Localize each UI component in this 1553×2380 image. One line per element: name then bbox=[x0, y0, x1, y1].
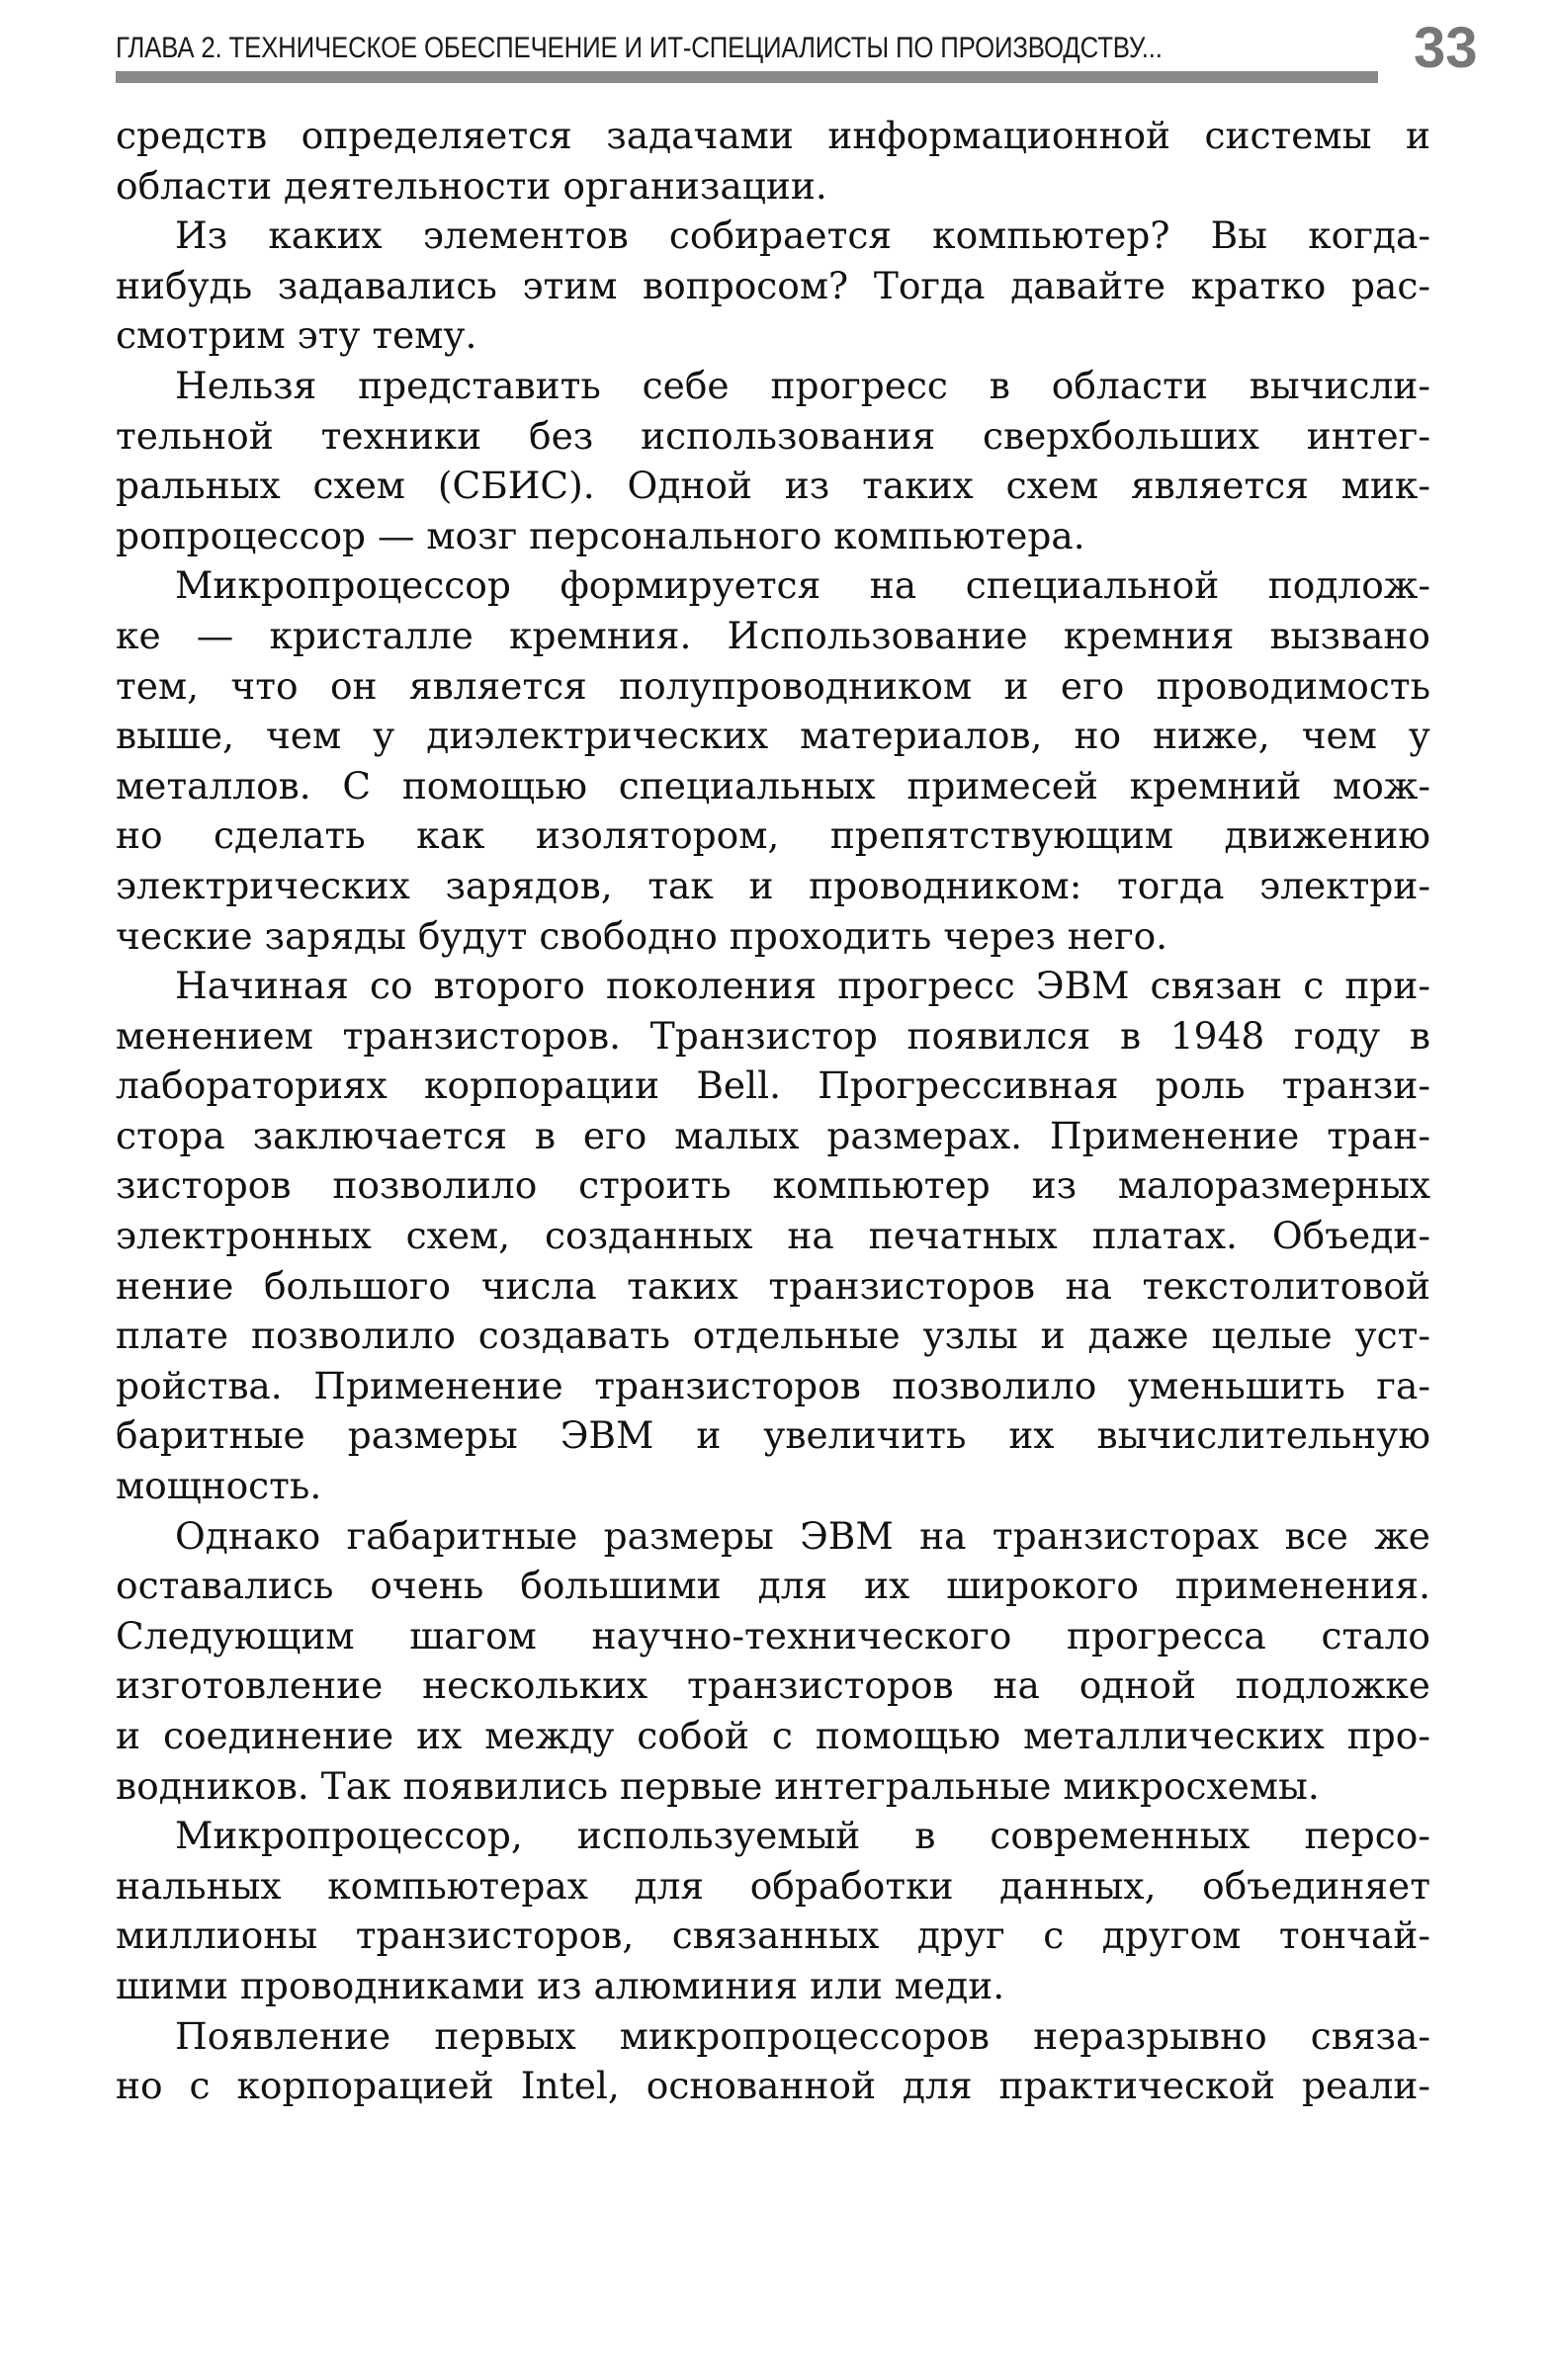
text-line: тельной техники без использования сверхбольших интег- bbox=[116, 413, 1430, 458]
text-line: ральных схем (СБИС). Одной из таких схем является мик- bbox=[116, 464, 1430, 508]
text-line: Нельзя представить себе прогресс в области вычисли- bbox=[175, 363, 1430, 407]
text-line: миллионы транзисторов, связанных друг с другом тончай- bbox=[116, 1913, 1430, 1958]
text-line: электронных схем, созданных на печатных платах. Объеди- bbox=[116, 1214, 1430, 1258]
text-line: Микропроцессор, используемый в современных персо- bbox=[175, 1814, 1430, 1858]
text-line: металлов. С помощью специальных примесей кремний мож- bbox=[116, 763, 1430, 808]
text-line: тем, что он является полупроводником и его проводимость bbox=[116, 663, 1430, 708]
text-line: но с корпорацией Intel, основанной для практической реали- bbox=[116, 2064, 1430, 2108]
text-line: нение большого числа таких транзисторов на текстолитовой bbox=[116, 1263, 1430, 1308]
running-title: ГЛАВА 2. ТЕХНИЧЕСКОЕ ОБЕСПЕЧЕНИЕ И ИТ-СПЕЦИАЛИСТЫ ПО ПРОИЗВОДСТВУ... bbox=[116, 32, 1163, 64]
text-line: Начиная со второго поколения прогресс ЭВМ связан с при- bbox=[175, 964, 1430, 1008]
text-line: оставались очень большими для их широкого применения. bbox=[116, 1564, 1430, 1608]
text-line: ческие заряды будут свободно проходить через него. bbox=[116, 913, 1168, 958]
paragraph bbox=[116, 560, 1430, 961]
header-rule bbox=[116, 71, 1378, 83]
text-line: лабораториях корпорации Bell. Прогрессивная роль транзи- bbox=[116, 1063, 1430, 1108]
text-line: менением транзисторов. Транзистор появился в 1948 году в bbox=[116, 1013, 1430, 1058]
text-line: ройства. Применение транзисторов позволило уменьшить га- bbox=[116, 1363, 1430, 1407]
text-line: изготовление нескольких транзисторов на одной подложке bbox=[116, 1663, 1430, 1708]
text-line: ропроцессор — мозг персонального компьютера. bbox=[116, 513, 1085, 557]
text-line: но сделать как изолятором, препятствующим движению bbox=[116, 813, 1430, 858]
text-line: Однако габаритные размеры ЭВМ на транзисторах все же bbox=[175, 1513, 1430, 1558]
body-text bbox=[116, 111, 1430, 2111]
text-line: области деятельности организации. bbox=[116, 163, 827, 208]
text-line: зисторов позволило строить компьютер из малоразмерных bbox=[116, 1163, 1430, 1208]
paragraph bbox=[116, 961, 1430, 1511]
text-line: электрических зарядов, так и проводником: тогда электри- bbox=[116, 863, 1430, 907]
paragraph bbox=[116, 111, 1430, 211]
text-line: Следующим шагом научно-технического прогресса стало bbox=[116, 1613, 1430, 1658]
text-line: шими проводниками из алюминия или меди. bbox=[116, 1963, 1005, 2007]
text-line: плате позволило создавать отдельные узлы и даже целые уст- bbox=[116, 1314, 1430, 1358]
text-line: смотрим эту тему. bbox=[116, 313, 477, 358]
text-line: средств определяется задачами информационной системы и bbox=[116, 114, 1430, 157]
text-line: и соединение их между собой с помощью металлических про- bbox=[116, 1714, 1430, 1757]
text-line: нальных компьютерах для обработки данных, объединяет bbox=[116, 1863, 1430, 1908]
paragraph bbox=[116, 1511, 1430, 1812]
text-line: выше, чем у диэлектрических материалов, но ниже, чем у bbox=[116, 714, 1430, 758]
page-number: 33 bbox=[1414, 16, 1478, 80]
paragraph bbox=[116, 2011, 1430, 2111]
text-line: ке — кристалле кремния. Использование кремния вызвано bbox=[116, 613, 1430, 657]
text-line: Микропроцессор формируется на специальной подлож- bbox=[175, 563, 1430, 608]
text-line: нибудь задавались этим вопросом? Тогда давайте кратко рас- bbox=[116, 263, 1430, 307]
running-head bbox=[116, 28, 1371, 87]
text-line: Появление первых микропроцессоров неразрывно связа- bbox=[175, 2013, 1430, 2058]
text-line: водников. Так появились первые интегральные микросхемы. bbox=[116, 1763, 1320, 1808]
text-line: баритные размеры ЭВМ и увеличить их вычислительную bbox=[116, 1413, 1430, 1458]
text-line: стора заключается в его малых размерах. Применение тран- bbox=[116, 1113, 1430, 1157]
text-line: мощность. bbox=[116, 1464, 322, 1508]
paragraph bbox=[116, 211, 1430, 361]
paragraph bbox=[116, 1811, 1430, 2010]
paragraph bbox=[116, 361, 1430, 560]
text-line: Из каких элементов собирается компьютер? Вы когда- bbox=[175, 213, 1430, 258]
